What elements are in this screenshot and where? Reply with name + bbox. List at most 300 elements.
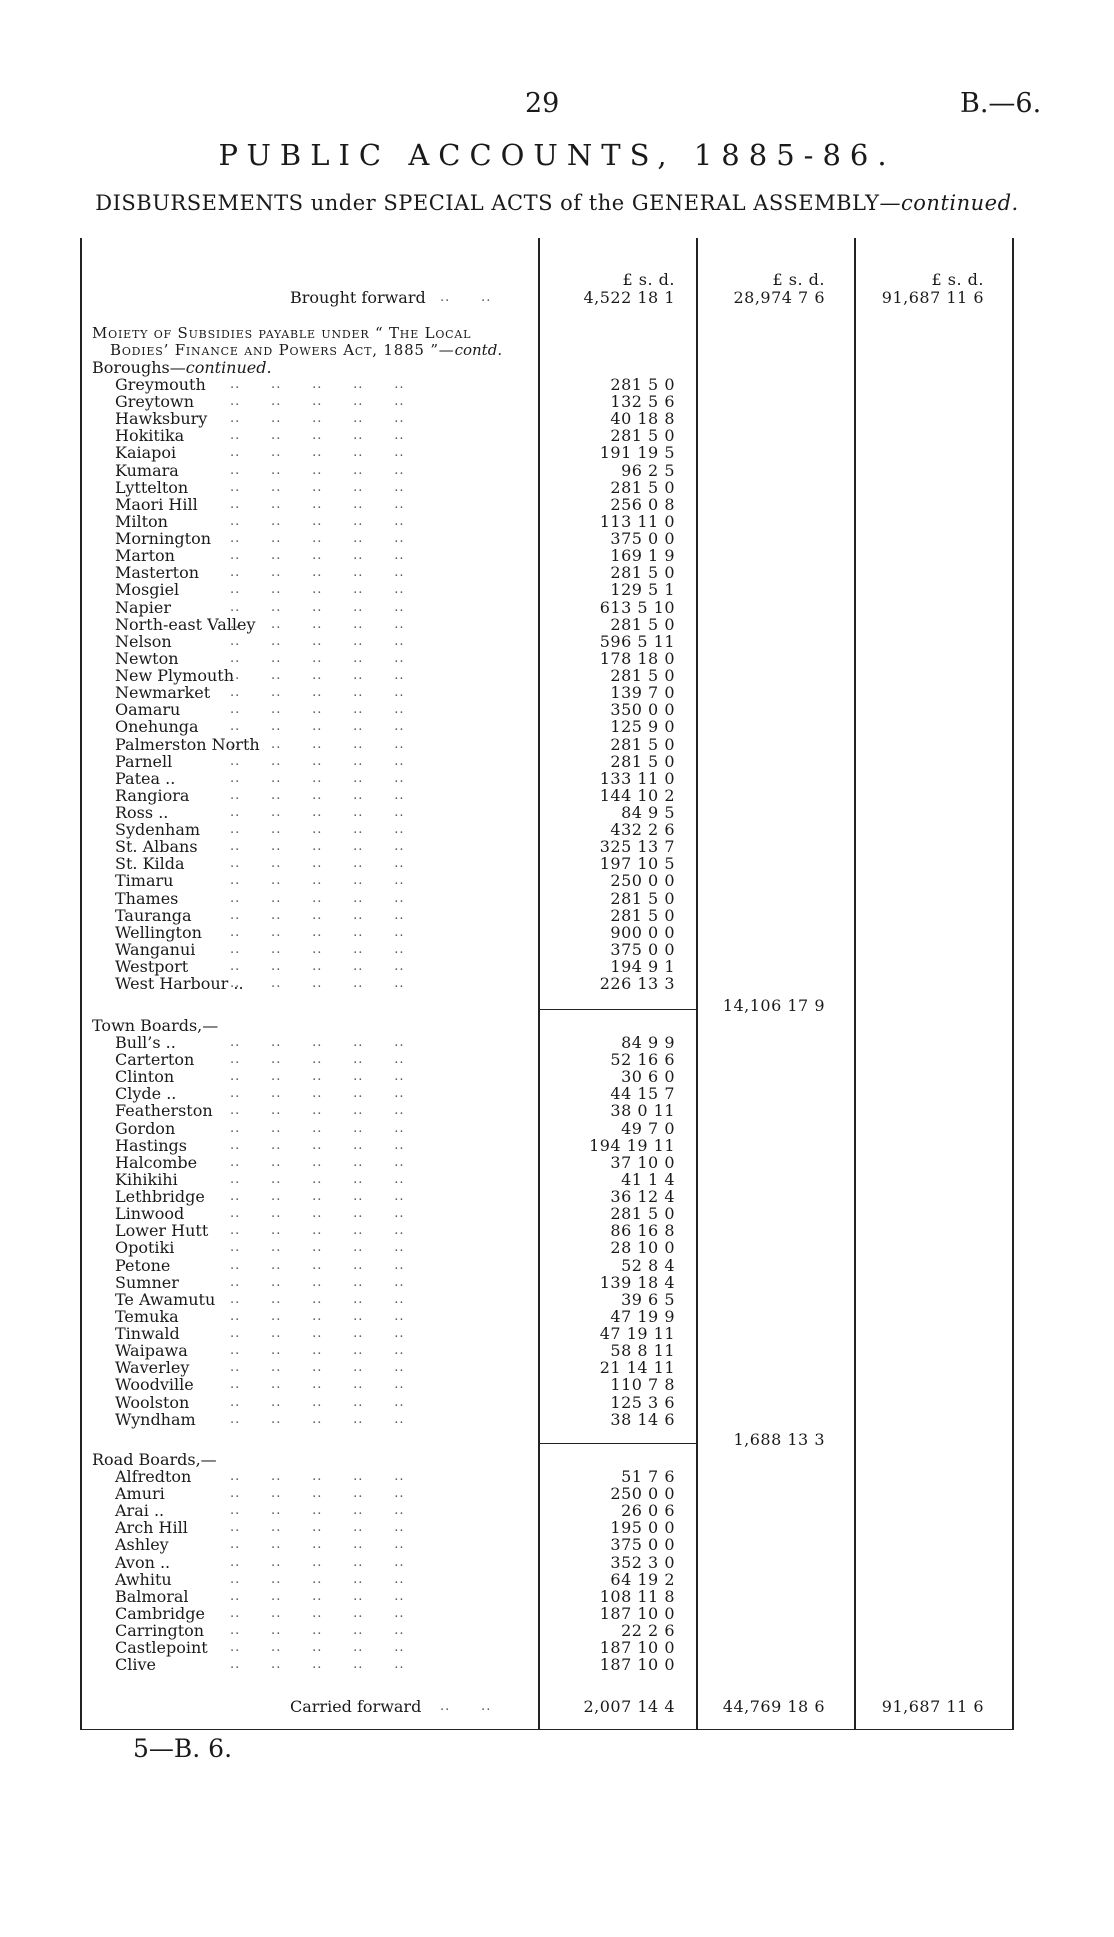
section-heading-text-2-main: Bodies’ Finance and Powers Act, 1885 ”— [110, 341, 455, 359]
table-row [0, 753, 1114, 770]
row-name: Hokitika [115, 426, 185, 446]
table-row [0, 530, 1114, 547]
carried-forward-amount-1: 2,007 14 4 [583, 1697, 675, 1716]
row-name: Balmoral [115, 1586, 189, 1606]
row-amount: 250 0 0 [610, 871, 675, 891]
row-name: Wanganui [115, 939, 196, 959]
table-row [0, 787, 1114, 804]
table-row [0, 513, 1114, 530]
leader-dots: .. .. .. .. .. [230, 941, 405, 957]
row-amount: 352 3 0 [610, 1552, 675, 1572]
row-name: Mornington [115, 529, 211, 549]
row-name: Ashley [115, 1535, 169, 1555]
row-amount: 49 7 0 [621, 1118, 675, 1138]
table-row [0, 1222, 1114, 1239]
leader-dots: .. .. .. .. .. [230, 1571, 405, 1587]
boroughs-heading-main: Boroughs— [92, 358, 186, 377]
table-row [0, 564, 1114, 581]
row-amount: 132 5 6 [610, 392, 675, 412]
row-amount: 110 7 8 [610, 1375, 675, 1395]
boroughs-subtotal: 14,106 17 9 [722, 996, 825, 1015]
table-row [0, 1171, 1114, 1188]
row-amount: 281 5 0 [610, 426, 675, 446]
row-name: Kihikihi [115, 1169, 178, 1189]
row-name: Newton [115, 648, 179, 668]
row-name: Lower Hutt [115, 1221, 209, 1241]
leader-dots: .. .. .. .. .. [230, 616, 405, 632]
row-name: Timaru [115, 871, 174, 891]
table-row [0, 1376, 1114, 1393]
table-row [0, 1519, 1114, 1536]
table-row [0, 650, 1114, 667]
row-amount: 30 6 0 [621, 1067, 675, 1087]
carried-forward-label: Carried forward [290, 1697, 422, 1716]
row-amount: 144 10 2 [599, 785, 675, 805]
row-name: Bull’s .. [115, 1033, 176, 1052]
row-amount: 125 9 0 [610, 717, 675, 737]
table-row [0, 1154, 1114, 1171]
leader-dots: .. .. .. .. .. [230, 462, 405, 478]
page-footer-signature: 5—B. 6. [133, 1734, 233, 1763]
row-name: St. Albans [115, 837, 198, 857]
carried-forward-amount-3: 91,687 11 6 [881, 1697, 984, 1716]
subtitle-main: DISBURSEMENTS under SPECIAL ACTS of the GENERAL ASSEMBLY— [95, 191, 902, 215]
leader-dots: .. .. .. .. .. [230, 890, 405, 906]
row-amount: 96 2 5 [621, 460, 675, 480]
row-name: Oamaru [115, 700, 181, 720]
row-name: Sumner [115, 1272, 179, 1292]
leader-dots: .. .. [440, 290, 492, 305]
leader-dots: .. .. .. .. .. [230, 839, 405, 855]
section-heading-text-1: Moiety of Subsidies payable under “ The Local [92, 324, 472, 342]
table-row [0, 855, 1114, 872]
row-name: Greymouth [115, 375, 206, 394]
row-name: Nelson [115, 631, 172, 651]
leader-dots: .. .. .. .. .. [230, 1120, 405, 1136]
leader-dots: .. .. .. .. .. [230, 787, 405, 803]
section-heading-line-2 [0, 342, 540, 359]
leader-dots: .. .. .. .. .. [230, 1206, 405, 1222]
row-amount: 281 5 0 [610, 477, 675, 497]
row-name: Sydenham [115, 820, 201, 840]
row-name: Woolston [115, 1392, 190, 1412]
row-name: Patea .. [115, 768, 176, 788]
table-bottom-border [80, 1729, 1013, 1730]
leader-dots: .. .. .. .. .. [230, 1189, 405, 1205]
table-row [0, 1571, 1114, 1588]
leader-dots: .. .. .. .. .. [230, 770, 405, 786]
leader-dots: .. .. .. .. .. [230, 702, 405, 718]
leader-dots: .. .. .. .. .. [230, 1469, 405, 1484]
table-row [0, 718, 1114, 735]
table-row [0, 872, 1114, 889]
row-name: Napier [115, 597, 172, 617]
row-amount: 108 11 8 [599, 1586, 675, 1606]
leader-dots: .. .. .. .. .. [230, 1503, 405, 1519]
leader-dots: .. .. .. .. .. [230, 1223, 405, 1239]
row-name: Mosgiel [115, 580, 180, 600]
town-boards-subtotal: 1,688 13 3 [733, 1430, 825, 1449]
section-heading-text-2 [110, 342, 502, 359]
leader-dots: .. .. .. .. .. [230, 805, 405, 820]
row-amount: 325 13 7 [599, 837, 675, 857]
row-name: Castlepoint [115, 1638, 208, 1658]
table-row [0, 684, 1114, 701]
row-name: Maori Hill [115, 494, 198, 514]
row-amount: 281 5 0 [610, 734, 675, 754]
row-name: Alfredton [115, 1467, 192, 1486]
leader-dots: .. .. .. .. .. [230, 1291, 405, 1307]
row-name: Featherston [115, 1101, 213, 1121]
row-name: Kumara [115, 460, 179, 480]
leader-dots: .. .. .. .. .. [230, 907, 405, 923]
table-row [0, 1068, 1114, 1085]
row-amount: 596 5 11 [599, 631, 675, 651]
leader-dots: .. .. .. .. .. [230, 565, 405, 581]
table-row [0, 736, 1114, 753]
row-amount: 169 1 9 [610, 546, 675, 566]
table-row [0, 924, 1114, 941]
row-amount: 52 16 6 [610, 1050, 675, 1070]
table-row [0, 599, 1114, 616]
row-amount: 113 11 0 [599, 511, 675, 531]
table-row [0, 547, 1114, 564]
table-row [0, 427, 1114, 444]
row-amount: 22 2 6 [621, 1621, 675, 1641]
table-row [0, 821, 1114, 838]
leader-dots: .. .. .. .. .. [230, 1588, 405, 1604]
row-amount: 350 0 0 [610, 700, 675, 720]
leader-dots: .. .. .. .. .. [230, 394, 405, 410]
table-row [0, 1205, 1114, 1222]
row-amount: 375 0 0 [610, 939, 675, 959]
row-name: Cambridge [115, 1603, 205, 1623]
row-name: Arch Hill [115, 1518, 188, 1538]
subtitle-continued: continued. [901, 191, 1019, 215]
leader-dots: .. .. .. .. .. [230, 479, 405, 495]
leader-dots: .. .. .. .. .. [230, 1520, 405, 1536]
table-row [0, 1188, 1114, 1205]
table-row [0, 1034, 1114, 1051]
table-row [0, 1137, 1114, 1154]
row-name: Clive [115, 1655, 156, 1675]
row-name: Westport [115, 957, 189, 977]
table-row [0, 462, 1114, 479]
leader-dots: .. .. .. .. .. [230, 1537, 405, 1553]
row-name: Palmerston North [115, 734, 260, 754]
table-row [0, 410, 1114, 427]
row-name: Greytown [115, 392, 194, 412]
leader-dots: .. .. .. .. .. [230, 377, 405, 392]
row-name: North-east Valley [115, 614, 256, 634]
row-amount: 281 5 0 [610, 751, 675, 771]
leader-dots: .. .. .. .. .. [230, 1086, 405, 1102]
boroughs-heading-text [92, 359, 272, 376]
row-amount: 36 12 4 [610, 1187, 675, 1207]
leader-dots: .. .. .. .. .. [230, 719, 405, 735]
row-amount: 197 10 5 [599, 854, 675, 874]
leader-dots: .. .. .. .. .. [230, 976, 405, 992]
leader-dots: .. .. .. .. .. [230, 1394, 405, 1410]
row-amount: 133 11 0 [599, 768, 675, 788]
table-row [0, 1554, 1114, 1571]
row-amount: 52 8 4 [621, 1255, 675, 1275]
section-heading-contd: contd. [454, 341, 503, 359]
row-amount: 281 5 0 [610, 1204, 675, 1224]
table-row [0, 1291, 1114, 1308]
leader-dots: .. .. .. .. .. [230, 1274, 405, 1290]
table-row [0, 838, 1114, 855]
leader-dots: .. .. .. .. .. [230, 685, 405, 701]
row-name: Tinwald [115, 1324, 180, 1344]
leader-dots: .. .. .. .. .. [230, 650, 405, 666]
leader-dots: .. .. .. .. .. [230, 668, 405, 684]
leader-dots: .. .. .. .. .. [230, 1137, 405, 1153]
carried-forward-amount-2: 44,769 18 6 [722, 1697, 825, 1716]
row-amount: 84 9 5 [621, 803, 675, 822]
row-name: Rangiora [115, 785, 190, 805]
table-row [0, 770, 1114, 787]
row-name: Tauranga [115, 905, 192, 925]
table-row [0, 1536, 1114, 1553]
row-amount: 281 5 0 [610, 905, 675, 925]
leader-dots: .. .. .. .. .. [230, 1154, 405, 1170]
row-amount: 39 6 5 [621, 1289, 675, 1309]
table-row [0, 890, 1114, 907]
road-boards-heading [0, 1451, 540, 1468]
leader-dots: .. .. .. .. .. [230, 1240, 405, 1256]
row-amount: 900 0 0 [610, 922, 675, 942]
row-name: Te Awamutu [115, 1289, 216, 1309]
row-name: Thames [115, 888, 179, 908]
row-amount: 281 5 0 [610, 614, 675, 634]
row-name: Wellington [115, 922, 202, 942]
leader-dots: .. .. .. .. .. [230, 445, 405, 461]
row-amount: 51 7 6 [621, 1467, 675, 1486]
table-row [0, 941, 1114, 958]
row-amount: 37 10 0 [610, 1152, 675, 1172]
leader-dots: .. .. .. .. .. [230, 496, 405, 512]
table-row [0, 444, 1114, 461]
row-name: Avon .. [115, 1552, 171, 1572]
row-amount: 64 19 2 [610, 1569, 675, 1589]
row-amount: 613 5 10 [599, 597, 675, 617]
leader-dots: .. .. .. .. .. [230, 822, 405, 838]
table-row [0, 1102, 1114, 1119]
row-amount: 129 5 1 [610, 580, 675, 600]
row-name: Hawksbury [115, 409, 208, 429]
leader-dots: .. .. .. .. .. [230, 428, 405, 444]
row-amount: 250 0 0 [610, 1484, 675, 1504]
column-units-row [0, 271, 1114, 288]
row-name: Temuka [115, 1306, 179, 1326]
leader-dots: .. .. .. .. .. [230, 1657, 405, 1673]
boroughs-heading [0, 359, 540, 376]
boroughs-heading-continued: continued. [185, 358, 272, 377]
table-row [0, 1639, 1114, 1656]
row-name: Opotiki [115, 1238, 175, 1258]
table-row [0, 1468, 1114, 1485]
row-name: Clyde .. [115, 1084, 177, 1104]
town-boards-heading [0, 1017, 540, 1034]
leader-dots: .. .. .. .. .. [230, 856, 405, 872]
row-name: Waipawa [115, 1341, 188, 1361]
row-amount: 58 8 11 [610, 1341, 675, 1361]
table-row [0, 701, 1114, 718]
leader-dots: .. .. .. .. .. [230, 1052, 405, 1068]
boroughs-subtotal-row [0, 997, 1114, 1014]
table-row [0, 479, 1114, 496]
row-amount: 84 9 9 [621, 1033, 675, 1052]
table-row [0, 1120, 1114, 1137]
row-name: Ross .. [115, 803, 169, 822]
leader-dots: .. .. .. .. .. [230, 1171, 405, 1187]
table-row [0, 975, 1114, 992]
row-name: Masterton [115, 563, 200, 583]
brought-forward-label: Brought forward [290, 288, 426, 307]
page-number: 29 [525, 88, 560, 119]
row-name: Awhitu [115, 1569, 172, 1589]
row-amount: 38 0 11 [610, 1101, 675, 1121]
row-name: West Harbour .. [115, 974, 244, 994]
leader-dots: .. .. .. .. .. [230, 1343, 405, 1359]
row-amount: 281 5 0 [610, 666, 675, 686]
row-amount: 139 7 0 [610, 683, 675, 703]
carried-forward-row [0, 1698, 1114, 1715]
leader-dots: .. .. .. .. .. [230, 753, 405, 769]
table-row [0, 1325, 1114, 1342]
page-title: PUBLIC ACCOUNTS, 1885-86. [218, 138, 896, 172]
row-name: Kaiapoi [115, 443, 177, 463]
leader-dots: .. .. .. .. .. [230, 1326, 405, 1342]
leader-dots: .. .. [440, 1699, 492, 1714]
table-row [0, 376, 1114, 393]
row-name: Marton [115, 546, 175, 566]
row-name: Woodville [115, 1375, 194, 1395]
leader-dots: .. .. .. .. .. [230, 1069, 405, 1085]
road-boards-heading-text: Road Boards,— [92, 1450, 217, 1469]
leader-dots: .. .. .. .. .. [230, 633, 405, 649]
row-amount: 41 1 4 [621, 1169, 675, 1189]
table-row [0, 1605, 1114, 1622]
row-amount: 194 9 1 [610, 957, 675, 977]
column-units-3: £ s. d. [931, 270, 984, 289]
paper-reference: B.—6. [960, 88, 1042, 119]
row-name: Onehunga [115, 717, 199, 737]
table-row [0, 1257, 1114, 1274]
table-row [0, 1274, 1114, 1291]
row-amount: 47 19 9 [610, 1306, 675, 1326]
table-row [0, 1656, 1114, 1673]
row-amount: 375 0 0 [610, 529, 675, 549]
leader-dots: .. .. .. .. .. [230, 531, 405, 547]
row-name: Hastings [115, 1135, 188, 1155]
row-name: Parnell [115, 751, 173, 771]
row-amount: 281 5 0 [610, 563, 675, 583]
leader-dots: .. .. .. .. .. [230, 411, 405, 427]
leader-dots: .. .. .. .. .. [230, 1103, 405, 1119]
table-row [0, 1485, 1114, 1502]
row-name: St. Kilda [115, 854, 185, 874]
leader-dots: .. .. .. .. .. [230, 924, 405, 940]
leader-dots: .. .. .. .. .. [230, 1623, 405, 1639]
town-boards-subtotal-row [0, 1431, 1114, 1448]
column-units-1: £ s. d. [622, 270, 675, 289]
row-name: Clinton [115, 1067, 175, 1087]
leader-dots: .. .. .. .. .. [230, 1257, 405, 1273]
row-name: Lyttelton [115, 477, 189, 497]
row-name: Petone [115, 1255, 171, 1275]
leader-dots: .. .. .. .. .. [230, 1486, 405, 1502]
section-heading-line-1 [0, 325, 540, 342]
row-amount: 256 0 8 [610, 494, 675, 514]
table-row [0, 1085, 1114, 1102]
row-amount: 194 19 11 [589, 1135, 675, 1155]
row-amount: 86 16 8 [610, 1221, 675, 1241]
table-row [0, 667, 1114, 684]
table-row [0, 804, 1114, 821]
table-row [0, 616, 1114, 633]
leader-dots: .. .. .. .. .. [230, 873, 405, 889]
leader-dots: .. .. .. .. .. [230, 736, 405, 752]
town-boards-heading-text: Town Boards,— [92, 1016, 219, 1035]
row-amount: 281 5 0 [610, 375, 675, 394]
row-name: Carterton [115, 1050, 195, 1070]
table-row [0, 907, 1114, 924]
table-row [0, 1588, 1114, 1605]
row-amount: 226 13 3 [599, 974, 675, 994]
leader-dots: .. .. .. .. .. [230, 513, 405, 529]
row-amount: 139 18 4 [599, 1272, 675, 1292]
leader-dots: .. .. .. .. .. [230, 1377, 405, 1393]
leader-dots: .. .. .. .. .. [230, 959, 405, 975]
row-amount: 21 14 11 [599, 1358, 675, 1378]
leader-dots: .. .. .. .. .. [230, 1411, 405, 1427]
leader-dots: .. .. .. .. .. [230, 1640, 405, 1656]
row-name: Arai .. [115, 1501, 165, 1521]
row-name: Newmarket [115, 683, 211, 703]
row-amount: 26 0 6 [621, 1501, 675, 1521]
row-name: Milton [115, 511, 168, 531]
row-name: Gordon [115, 1118, 176, 1138]
leader-dots: .. .. .. .. .. [230, 599, 405, 615]
leader-dots: .. .. .. .. .. [230, 548, 405, 564]
row-amount: 432 2 6 [610, 820, 675, 840]
leader-dots: .. .. .. .. .. [230, 1308, 405, 1324]
row-name: Waverley [115, 1358, 190, 1378]
row-name: New Plymouth [115, 666, 235, 686]
table-row [0, 1359, 1114, 1376]
row-name: Linwood [115, 1204, 185, 1224]
row-amount: 375 0 0 [610, 1535, 675, 1555]
row-amount: 187 10 0 [599, 1638, 675, 1658]
leader-dots: .. .. .. .. .. [230, 1554, 405, 1570]
table-row [0, 1051, 1114, 1068]
leader-dots: .. .. .. .. .. [230, 582, 405, 598]
table-row [0, 1502, 1114, 1519]
leader-dots: .. .. .. .. .. [230, 1360, 405, 1376]
brought-forward-amount-2: 28,974 7 6 [733, 288, 825, 307]
table-row [0, 1411, 1114, 1428]
row-amount: 191 19 5 [599, 443, 675, 463]
row-amount: 38 14 6 [610, 1409, 675, 1429]
page-subtitle [0, 191, 1114, 215]
row-name: Amuri [115, 1484, 165, 1504]
row-amount: 187 10 0 [599, 1655, 675, 1675]
brought-forward-row [0, 289, 1114, 306]
table-row [0, 1308, 1114, 1325]
table-row [0, 496, 1114, 513]
